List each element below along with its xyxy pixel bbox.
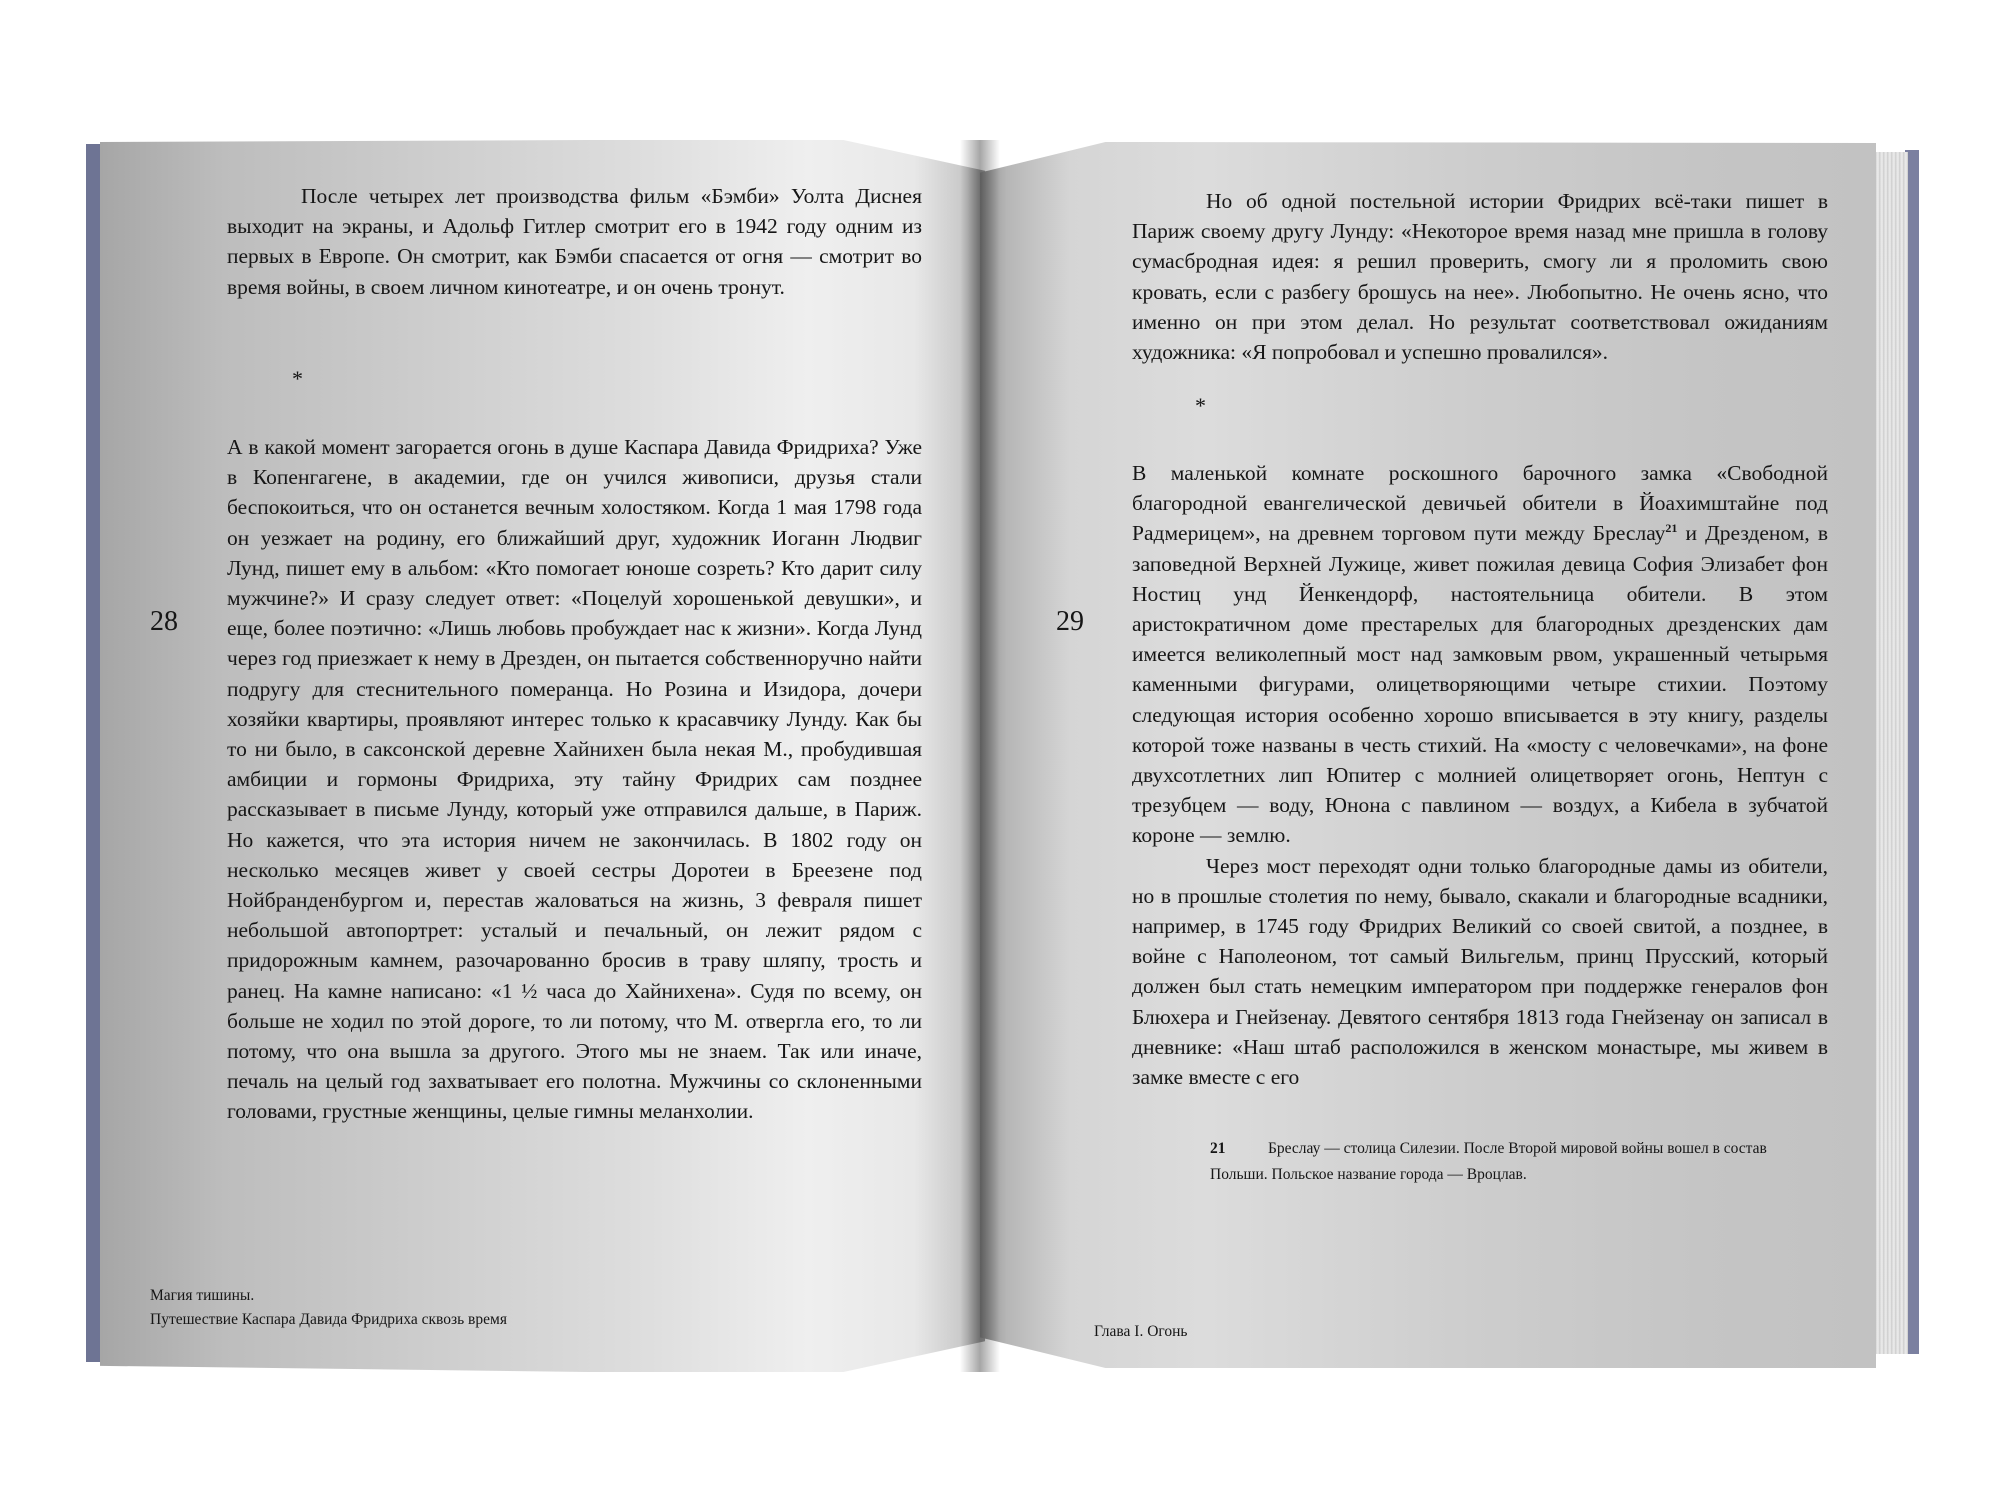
right-paragraph-3: Через мост переходят одни только благородные дамы из обители, но в прошлые столетия по нему, бывало, скакали и благородные всадники, например, в 1745 году Фридрих Великий со своей свитой, а позднее, в войне с Наполеоном, тот самый Вильгельм, принц Прусский, который должен был стать немецким императором при поддержке генералов фон Блюхера и Гнейзенау. Девятого сентября 1813 года Гнейзенау он записал в дневнике: «Наш штаб расположился в женском монастыре, мы живем в замке вместе с его bbox=[1132, 853, 1828, 1090]
left-paragraph-2: А в какой момент загорается огонь в душе Каспара Давида Фридриха? Уже в Копенгагене, в академии, где он учился живописи, друзья стали беспокоиться, что он останется вечным холостяком. Когда 1 мая 1798 года он уезжает на родину, его ближайший друг, художник Иоганн Людвиг Лунд, пишет ему в альбом: «Кто помогает юноше созреть? Кто дарит силу мужчине?» И сразу следует ответ: «Поцелуй хорошенькой девушки», и еще, более поэтично: «Лишь любовь пробуждает нас к жизни». Когда Лунд через год приезжает к нему в Дрезден, он пытается собственноручно найти подругу для стеснительного померанца. Но Розина и Изидора, дочери хозяйки квартиры, проявляют интерес только к красавчику Лунду. Как бы то ни было, в саксонской деревне Хайнихен была некая М., пробудившая амбиции и гормоны Фридриха, эту тайну Фридрих сам позднее рассказывает в письме Лунду, который уже отправился дальше, в Париж. Но кажется, что эта история ничем не закончилась. В 1802 году он несколько месяцев живет у своей сестры Доротеи в Бреезене под Нойбранденбургом и, перестав жаловаться на жизнь, 3 февраля пишет небольшой автопортрет: усталый и печальный, он лежит рядом с придорожным камнем, разочарованно бросив в траву шляпу, трость и ранец. На камне написано: «1 ½ часа до Хайнихена». Судя по всему, он больше не ходил по этой дороге, то ли потому, что М. отвергла его, то ли потому, что она вышла за другого. Этого мы не знаем. Так или иначе, печаль на целый год захватывает его полотна. Мужчины со склоненными головами, грустные женщины, целые гимны меланхолии. bbox=[227, 435, 922, 1124]
running-title-left: Магия тишины. Путешествие Каспара Давида Фридриха сквозь время bbox=[150, 1287, 507, 1328]
left-section-separator: * bbox=[292, 366, 303, 391]
footnote bbox=[1210, 1136, 1782, 1188]
footnote-text: Бреслау — столица Силезии. После Второй мировой войны вошел в состав Польши. Польское название города — Вроцлав. bbox=[1210, 1140, 1767, 1183]
page-number-left: 28 bbox=[150, 606, 178, 637]
page-number-right: 29 bbox=[1056, 606, 1084, 637]
footnote-reference: 21 bbox=[1665, 521, 1678, 536]
right-paragraph-2-part-b: и Дрезденом, в заповедной Верхней Лужице, живет пожилая девица София Элизабет фон Ностиц унд Йенкендорф, настоятельница обители. В этом аристократичном доме престарелых для благородных дрезденских дам имеется великолепный мост над замковым рвом, украшенный четырьмя каменными фигурами, олицетворяющими четыре стихии. Поэтому следующая история особенно хорошо вписывается в эту книгу, разделы которой тоже названы в честь стихий. На «мосту с человечками», на фоне двухсотлетних лип Юпитер с молнией олицетворяет огонь, Нептун с трезубцем — воду, Юнона с павлином — воздух, а Кибела в зубчатой короне — землю. bbox=[1132, 521, 1828, 848]
right-paragraph-2-part-a: В маленькой комнате роскошного барочного замка «Свободной благородной евангелической девичьей обители в Йоахимштайне под Радмерицем», на древнем торговом пути между Бреслау bbox=[1132, 461, 1828, 546]
book-gutter-shadow bbox=[960, 140, 1000, 1372]
right-section-separator: * bbox=[1195, 393, 1206, 418]
right-paragraph-1: Но об одной постельной истории Фридрих всё-таки пишет в Париж своему другу Лунду: «Некоторое время назад мне пришла в голову сумасбродная идея: я решил проверить, смогу ли я проломить свою кровать, если с разбегу брошусь на нее». Любопытно. Не очень ясно, что именно он при этом делал. Но результат соответствовал ожиданиям художника: «Я попробовал и успешно провалился». bbox=[1132, 189, 1828, 365]
left-paragraph-1: После четырех лет производства фильм «Бэмби» Уолта Диснея выходит на экраны, и Адольф Гитлер смотрит его в 1942 году одним из первых в Европе. Он смотрит, как Бэмби спасается от огня — смотрит во время войны, в своем личном кинотеатре, и он очень тронут. bbox=[227, 184, 922, 299]
right-paragraph-2 bbox=[1132, 458, 1828, 1092]
footnote-number: 21 bbox=[1210, 1140, 1226, 1157]
running-title-right: Глава I. Огонь bbox=[1094, 1323, 1188, 1340]
